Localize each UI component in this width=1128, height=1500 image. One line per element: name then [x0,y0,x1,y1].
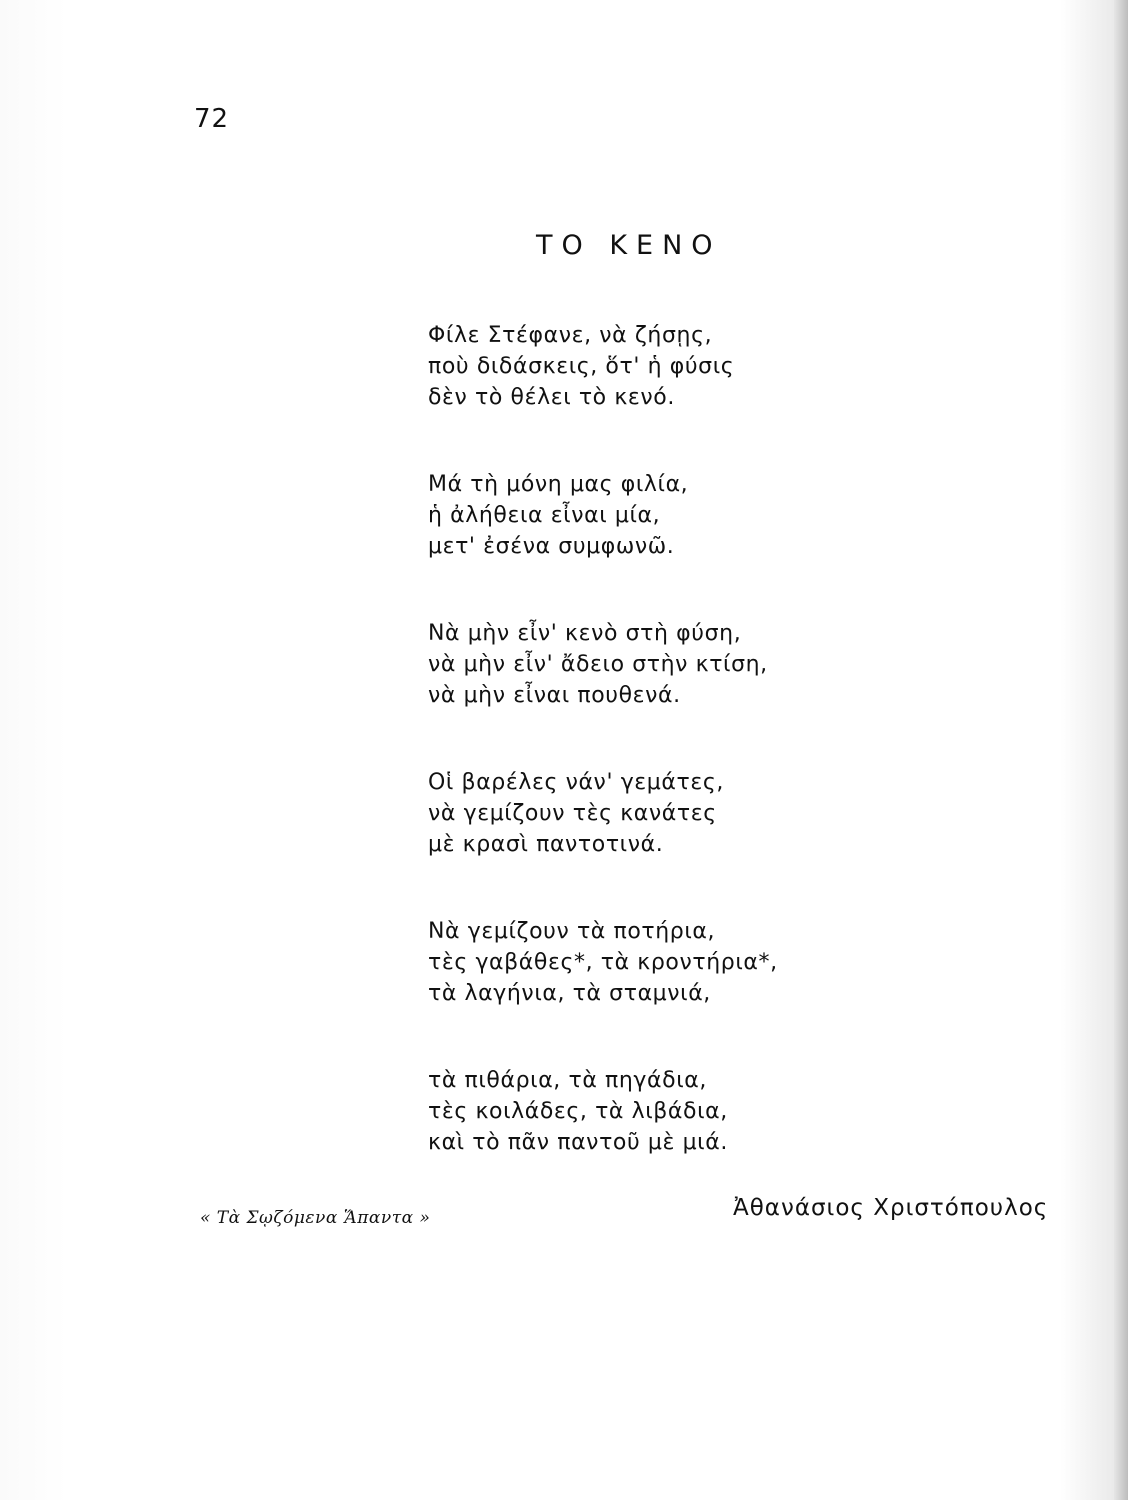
book-spine-shadow [1114,0,1128,1500]
source-citation: « Τὰ Σῳζόμενα Ἅπαντα » [200,1208,431,1228]
verse-line: τὲς κοιλάδες, τὰ λιβάδια, [428,1099,728,1124]
verse-line: Οἱ βαρέλες νάν' γεμάτες, [428,770,724,795]
page-number: 72 [194,104,230,134]
verse-line: τὰ λαγήνια, τὰ σταμνιά, [428,981,711,1006]
stanza-3 [428,618,908,711]
verse-line: Μά τὴ μόνη μας φιλία, [428,472,689,497]
stanza-2 [428,469,908,562]
author-name: Ἀθανάσιος Χριστόπουλος [733,1195,1049,1221]
verse-line: ἡ ἀλήθεια εἶναι μία, [428,503,661,528]
verse-line: νὰ μὴν εἶν' ἄδειο στὴν κτίση, [428,652,768,677]
verse-line: τὰ πιθάρια, τὰ πηγάδια, [428,1068,707,1093]
stanza-5 [428,916,908,1009]
stanza-1 [428,320,908,413]
verse-line: τὲς γαβάθες*, τὰ κροντήρια*, [428,950,778,975]
poem-body [428,320,908,1158]
verse-line: νὰ μὴν εἶναι πουθενά. [428,683,681,708]
stanza-6 [428,1065,908,1158]
verse-line: Φίλε Στέφανε, νὰ ζήσῃς, [428,323,713,348]
poem-title: ΤΟ ΚΕΝΟ [536,230,722,261]
verse-line: Νὰ γεμίζουν τὰ ποτήρια, [428,919,716,944]
verse-line: μὲ κρασὶ παντοτινά. [428,832,664,857]
verse-line: Νὰ μὴν εἶν' κενὸ στὴ φύση, [428,621,742,646]
verse-line: δὲν τὸ θέλει τὸ κενό. [428,385,675,410]
verse-line: μετ' ἐσένα συμφωνῶ. [428,534,675,559]
verse-line: ποὺ διδάσκεις, ὅτ' ἡ φύσις [428,354,735,379]
stanza-4 [428,767,908,860]
verse-line: νὰ γεμίζουν τὲς κανάτες [428,801,717,826]
verse-line: καὶ τὸ πᾶν παντοῦ μὲ μιά. [428,1130,728,1155]
